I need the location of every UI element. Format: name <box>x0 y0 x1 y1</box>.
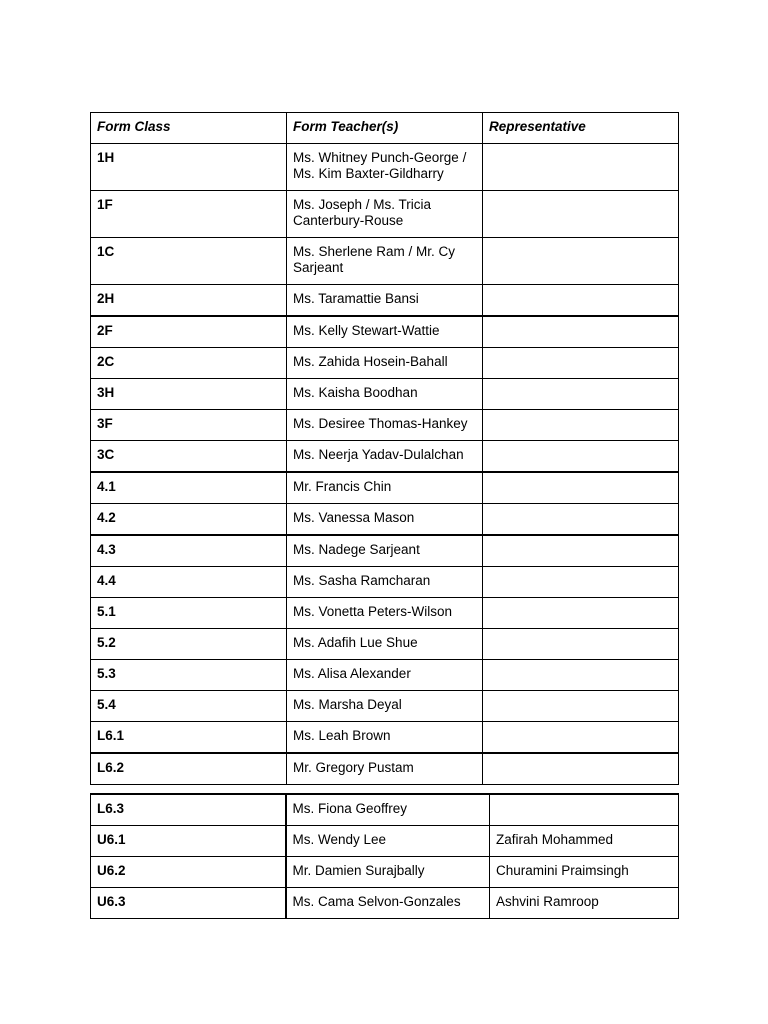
form-class-cell: U6.2 <box>91 857 286 888</box>
teacher-cell: Ms. Whitney Punch-George / Ms. Kim Baxter-Gildharry <box>287 144 483 191</box>
header-representative: Representative <box>483 113 679 144</box>
table-row <box>91 410 679 441</box>
form-class-cell: 5.4 <box>91 691 287 722</box>
form-class-cell: 1F <box>91 191 287 238</box>
form-class-cell: 4.3 <box>91 535 287 567</box>
teacher-cell: Ms. Taramattie Bansi <box>287 285 483 317</box>
teacher-cell: Ms. Wendy Lee <box>286 826 490 857</box>
table-row <box>91 316 679 348</box>
representative-cell: Zafirah Mohammed <box>490 826 679 857</box>
form-class-cell: 3F <box>91 410 287 441</box>
representative-cell <box>483 191 679 238</box>
representative-cell: Churamini Praimsingh <box>490 857 679 888</box>
representative-cell <box>483 144 679 191</box>
teacher-cell: Ms. Nadege Sarjeant <box>287 535 483 567</box>
teacher-cell: Ms. Joseph / Ms. Tricia Canterbury-Rouse <box>287 191 483 238</box>
table-row <box>91 238 679 285</box>
table-row <box>91 144 679 191</box>
form-class-table-continued <box>90 793 679 919</box>
representative-cell <box>483 629 679 660</box>
teacher-cell: Ms. Alisa Alexander <box>287 660 483 691</box>
teacher-cell: Mr. Francis Chin <box>287 472 483 504</box>
table-row <box>91 888 679 919</box>
table-row <box>91 660 679 691</box>
representative-cell <box>490 794 679 826</box>
representative-cell <box>483 660 679 691</box>
teacher-cell: Ms. Kaisha Boodhan <box>287 379 483 410</box>
representative-cell <box>483 410 679 441</box>
representative-cell <box>483 535 679 567</box>
teacher-cell: Ms. Kelly Stewart-Wattie <box>287 316 483 348</box>
table-row <box>91 753 679 785</box>
teacher-cell: Mr. Gregory Pustam <box>287 753 483 785</box>
header-row <box>91 113 679 144</box>
form-class-table <box>90 112 679 785</box>
table-row <box>91 826 679 857</box>
header-form-class: Form Class <box>91 113 287 144</box>
form-class-cell: 2C <box>91 348 287 379</box>
table-row <box>91 691 679 722</box>
teacher-cell: Ms. Vanessa Mason <box>287 504 483 536</box>
teacher-cell: Ms. Zahida Hosein-Bahall <box>287 348 483 379</box>
header-form-teacher: Form Teacher(s) <box>287 113 483 144</box>
form-class-cell: 2H <box>91 285 287 317</box>
representative-cell <box>483 316 679 348</box>
representative-cell <box>483 567 679 598</box>
teacher-cell: Ms. Marsha Deyal <box>287 691 483 722</box>
teacher-cell: Ms. Adafih Lue Shue <box>287 629 483 660</box>
form-class-cell: L6.2 <box>91 753 287 785</box>
form-class-cell: L6.3 <box>91 794 286 826</box>
teacher-cell: Ms. Sherlene Ram / Mr. Cy Sarjeant <box>287 238 483 285</box>
table-row <box>91 348 679 379</box>
form-class-cell: 4.4 <box>91 567 287 598</box>
form-class-cell: 4.2 <box>91 504 287 536</box>
representative-cell <box>483 598 679 629</box>
table-row <box>91 441 679 473</box>
representative-cell <box>483 504 679 536</box>
table-row <box>91 191 679 238</box>
teacher-cell: Mr. Damien Surajbally <box>286 857 490 888</box>
form-class-cell: 3C <box>91 441 287 473</box>
table-row <box>91 535 679 567</box>
table-row <box>91 629 679 660</box>
representative-cell <box>483 348 679 379</box>
teacher-cell: Ms. Sasha Ramcharan <box>287 567 483 598</box>
teacher-cell: Ms. Vonetta Peters-Wilson <box>287 598 483 629</box>
table-row <box>91 285 679 317</box>
form-class-cell: U6.1 <box>91 826 286 857</box>
form-class-cell: 5.3 <box>91 660 287 691</box>
representative-cell <box>483 238 679 285</box>
form-class-cell: 3H <box>91 379 287 410</box>
table-row <box>91 794 679 826</box>
form-class-cell: U6.3 <box>91 888 286 919</box>
representative-cell <box>483 441 679 473</box>
table-row <box>91 379 679 410</box>
teacher-cell: Ms. Fiona Geoffrey <box>286 794 490 826</box>
representative-cell: Ashvini Ramroop <box>490 888 679 919</box>
form-class-cell: 1H <box>91 144 287 191</box>
form-class-cell: 5.2 <box>91 629 287 660</box>
teacher-cell: Ms. Cama Selvon-Gonzales <box>286 888 490 919</box>
table-row <box>91 472 679 504</box>
teacher-cell: Ms. Leah Brown <box>287 722 483 754</box>
representative-cell <box>483 379 679 410</box>
representative-cell <box>483 722 679 754</box>
teacher-cell: Ms. Desiree Thomas-Hankey <box>287 410 483 441</box>
table-row <box>91 722 679 754</box>
table-row <box>91 504 679 536</box>
teacher-cell: Ms. Neerja Yadav-Dulalchan <box>287 441 483 473</box>
table-row <box>91 567 679 598</box>
form-class-cell: 5.1 <box>91 598 287 629</box>
form-class-cell: 1C <box>91 238 287 285</box>
form-class-cell: 2F <box>91 316 287 348</box>
representative-cell <box>483 691 679 722</box>
representative-cell <box>483 753 679 785</box>
form-class-cell: L6.1 <box>91 722 287 754</box>
table-row <box>91 857 679 888</box>
representative-cell <box>483 285 679 317</box>
representative-cell <box>483 472 679 504</box>
form-class-cell: 4.1 <box>91 472 287 504</box>
table-row <box>91 598 679 629</box>
